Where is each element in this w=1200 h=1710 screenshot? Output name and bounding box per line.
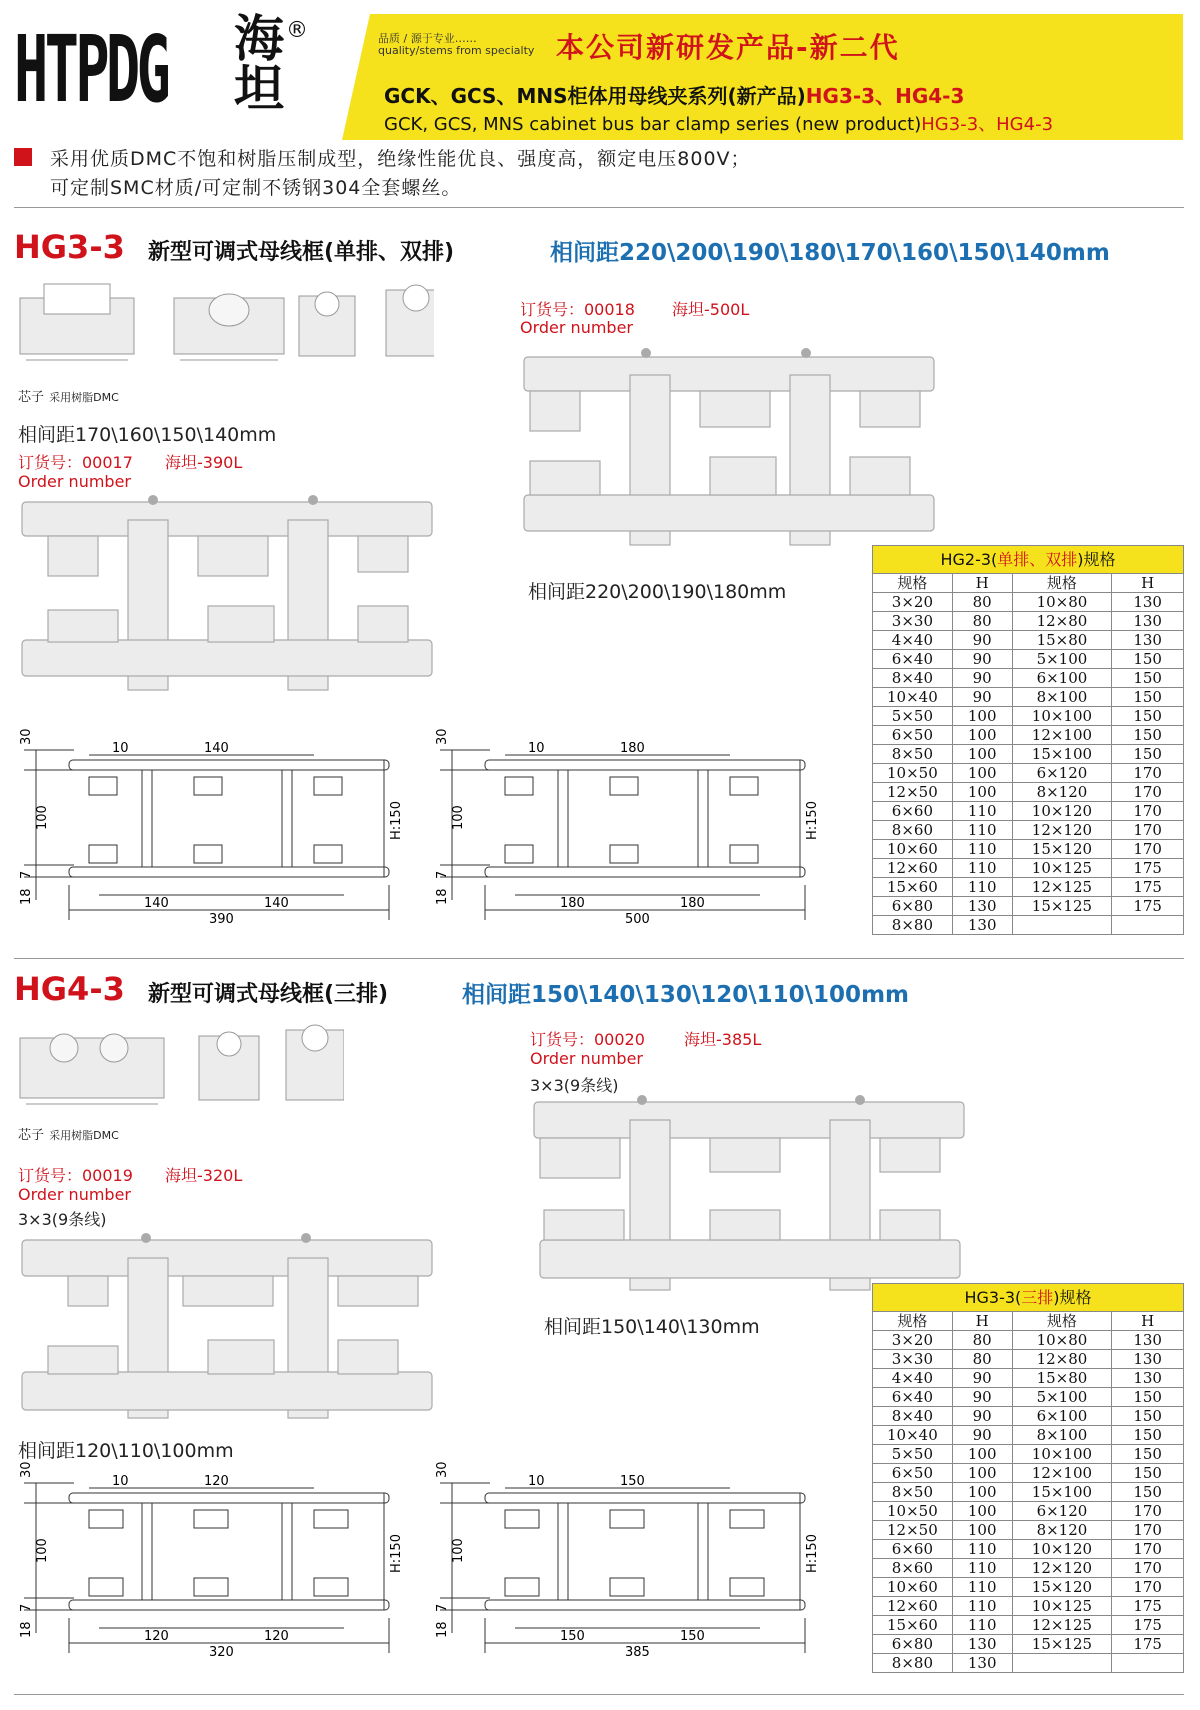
table-cell: 3×20 [873,593,953,612]
table-cell: 12×125 [1012,1616,1112,1635]
dim-18: 18 [19,1621,34,1638]
col-header: 规格 [873,574,953,593]
col-header: H [1112,574,1184,593]
table-cell: 12×100 [1012,1464,1112,1483]
table-cell: 110 [952,1559,1012,1578]
table-cell: 10×120 [1012,1540,1112,1559]
col-header: 规格 [873,1312,953,1331]
table-cell: 12×120 [1012,821,1112,840]
table-row [873,916,1184,935]
table-row [873,1350,1184,1369]
dimension-drawing [14,1458,414,1658]
table-cell: 3×30 [873,612,953,631]
table-cell: 4×40 [873,631,953,650]
table-cell: 90 [952,650,1012,669]
spec-table [872,1283,1184,1673]
dim-total: 385 [625,1645,650,1658]
spacing-label: 相间距120\110\100mm [18,1440,234,1462]
table-cell: 90 [952,631,1012,650]
table-cell: 110 [952,878,1012,897]
section-spacing: 相间距220\200\190\180\170\160\150\140mm [550,240,1110,266]
table-cell: 15×60 [873,1616,953,1635]
dim-30: 30 [19,728,34,745]
table-cell: 6×50 [873,726,953,745]
table-cell: 10×40 [873,688,953,707]
table-cell: 6×100 [1012,669,1112,688]
dim-height: H:150 [805,1534,820,1573]
col-header: 规格 [1012,574,1112,593]
dim-10: 10 [112,741,129,756]
logo-text: HTPDG [14,16,168,123]
slogan-cn: 品质 / 源于专业…… [378,32,477,45]
table-cell: 100 [952,1521,1012,1540]
dim-height: H:150 [389,801,404,840]
table-cell: 170 [1112,1540,1184,1559]
table-cell: 10×100 [1012,1445,1112,1464]
table-cell: 5×100 [1012,1388,1112,1407]
dim-top: 150 [620,1474,645,1489]
table-cell: 8×50 [873,745,953,764]
table-cell: 8×80 [873,916,953,935]
table-body [873,1331,1184,1673]
table-cell: 5×50 [873,1445,953,1464]
page-title: 本公司新研发产品-新二代 [556,31,900,64]
dim-top: 180 [620,741,645,756]
table-cell: 12×50 [873,1521,953,1540]
table-cell: 100 [952,1445,1012,1464]
table-cell: 150 [1112,1407,1184,1426]
table-cell: 6×50 [873,1464,953,1483]
table-cell [1012,916,1112,935]
table-row [873,1388,1184,1407]
col-header: H [1112,1312,1184,1331]
dim-height: H:150 [805,801,820,840]
table-cell: 10×60 [873,1578,953,1597]
dim-30: 30 [435,1461,450,1478]
table-row [873,802,1184,821]
spec-table [872,545,1184,935]
dim-7: 7 [19,1603,34,1612]
table-cell: 8×120 [1012,1521,1112,1540]
dim-30: 30 [435,728,450,745]
section-code: HG4-3 [14,970,125,1008]
col-header: H [952,574,1012,593]
table-cell: 170 [1112,821,1184,840]
table-row [873,1559,1184,1578]
table-row [873,1502,1184,1521]
table-cell: 15×100 [1012,745,1112,764]
table-row [873,1597,1184,1616]
table-cell: 6×80 [873,897,953,916]
table-cell: 100 [952,726,1012,745]
busbar-frame-image [18,490,438,700]
table-cell: 15×125 [1012,1635,1112,1654]
spacing-label: 相间距170\160\150\140mm [18,424,277,446]
col-header: H [952,1312,1012,1331]
table-cell: 150 [1112,650,1184,669]
dim-bottom-2: 180 [680,896,705,911]
spacing-label: 相间距150\140\130mm [544,1316,760,1338]
table-cell [1012,1654,1112,1673]
divider [14,958,1184,959]
dim-total: 320 [209,1645,234,1658]
table-cell: 12×80 [1012,1350,1112,1369]
table-row [873,612,1184,631]
order-number-en: Order number [18,472,131,491]
slogan-en: quality/stems from specialty [378,44,535,57]
table-cell: 12×80 [1012,612,1112,631]
model-name: 海坦-385L [684,1030,762,1049]
table-row [873,821,1184,840]
table-cell: 90 [952,1426,1012,1445]
table-cell: 10×80 [1012,593,1112,612]
table-row [873,878,1184,897]
table-cell: 15×120 [1012,1578,1112,1597]
table-cell: 100 [952,745,1012,764]
table-cell: 80 [952,593,1012,612]
line-count: 3×3(9条线) [530,1076,619,1095]
table-cell: 150 [1112,1445,1184,1464]
busbar-frame-image [18,1228,438,1423]
table-cell: 130 [1112,1369,1184,1388]
table-cell: 130 [952,1635,1012,1654]
model-name: 海坦-390L [165,453,243,472]
table-cell: 100 [952,1464,1012,1483]
table-cell: 5×50 [873,707,953,726]
bullet-square [14,148,32,166]
table-cell: 80 [952,1331,1012,1350]
dim-7: 7 [435,870,450,879]
table-cell: 175 [1112,1635,1184,1654]
table-row [873,1616,1184,1635]
table-cell: 6×100 [1012,1407,1112,1426]
table-cell: 6×40 [873,1388,953,1407]
table-cell: 3×20 [873,1331,953,1350]
table-row [873,1540,1184,1559]
table-cell: 10×125 [1012,1597,1112,1616]
table-body [873,593,1184,935]
dim-10: 10 [528,741,545,756]
table-cell: 4×40 [873,1369,953,1388]
table-row [873,688,1184,707]
dimension-drawing [430,725,830,925]
table-cell: 10×125 [1012,859,1112,878]
dim-100: 100 [451,805,466,830]
table-row [873,593,1184,612]
dim-bottom-2: 140 [264,896,289,911]
table-cell: 175 [1112,859,1184,878]
table-cell: 170 [1112,1502,1184,1521]
table-cell: 175 [1112,1616,1184,1635]
table-cell: 10×60 [873,840,953,859]
table-cell: 130 [952,897,1012,916]
table-cell: 110 [952,840,1012,859]
dim-bottom-2: 120 [264,1629,289,1644]
dim-30: 30 [19,1461,34,1478]
table-cell: 6×80 [873,1635,953,1654]
logo-chinese: 海坦 [226,12,284,112]
table-cell: 6×120 [1012,764,1112,783]
table-row [873,650,1184,669]
dim-bottom-1: 150 [560,1629,585,1644]
section-code: HG3-3 [14,228,125,266]
table-cell: 150 [1112,745,1184,764]
busbar-frame-image [520,335,940,555]
spacing-label: 相间距220\200\190\180mm [528,581,787,603]
dim-100: 100 [451,1538,466,1563]
table-cell: 12×100 [1012,726,1112,745]
table-cell: 10×120 [1012,802,1112,821]
dim-total: 390 [209,912,234,925]
table-row [873,764,1184,783]
dim-bottom-2: 150 [680,1629,705,1644]
table-cell: 90 [952,669,1012,688]
registered-mark: ® [286,18,308,43]
table-cell: 110 [952,821,1012,840]
table-cell: 15×80 [1012,631,1112,650]
dim-top: 140 [204,741,229,756]
table-cell: 90 [952,1388,1012,1407]
table-cell: 6×120 [1012,1502,1112,1521]
table-cell: 150 [1112,707,1184,726]
table-row [873,631,1184,650]
table-cell: 150 [1112,669,1184,688]
section-spacing: 相间距150\140\130\120\110\100mm [462,982,909,1008]
table-row [873,1635,1184,1654]
table-cell: 10×80 [1012,1331,1112,1350]
table-row [873,1654,1184,1673]
table-cell: 8×40 [873,1407,953,1426]
subtitle-cn: GCK、GCS、MNS柜体用母线夹系列(新产品)HG3-3、HG4-3 [384,84,965,108]
table-row [873,1331,1184,1350]
table-row [873,783,1184,802]
order-number: 订货号：00017 [18,453,133,472]
table-cell: 175 [1112,878,1184,897]
table-cell: 10×50 [873,764,953,783]
divider [14,207,1184,208]
table-cell: 130 [1112,612,1184,631]
table-cell: 90 [952,1407,1012,1426]
dim-top: 120 [204,1474,229,1489]
table-cell: 12×120 [1012,1559,1112,1578]
core-caption: 芯子 采用树脂DMC [18,390,119,405]
dim-18: 18 [435,888,450,905]
table-cell: 12×60 [873,859,953,878]
table-cell: 12×50 [873,783,953,802]
table-cell: 150 [1112,1483,1184,1502]
model-name: 海坦-500L [672,300,750,319]
feature-line-1: 采用优质DMC不饱和树脂压制成型，绝缘性能优良、强度高，额定电压800V； [50,148,751,170]
core-pieces-image [14,280,434,375]
table-cell: 170 [1112,1521,1184,1540]
table-cell: 110 [952,1597,1012,1616]
busbar-frame-image [530,1090,970,1295]
table-row [873,707,1184,726]
table-cell: 100 [952,764,1012,783]
table-title: HG3-3(三排)规格 [873,1284,1184,1312]
table-row [873,1483,1184,1502]
table-row [873,859,1184,878]
table-cell: 170 [1112,783,1184,802]
dim-7: 7 [19,870,34,879]
col-header: 规格 [1012,1312,1112,1331]
table-title: HG2-3(单排、双排)规格 [873,546,1184,574]
table-cell: 80 [952,612,1012,631]
table-cell: 100 [952,707,1012,726]
table-cell: 150 [1112,726,1184,745]
table-row [873,897,1184,916]
dim-100: 100 [35,1538,50,1563]
table-row [873,745,1184,764]
table-row [873,840,1184,859]
dim-18: 18 [19,888,34,905]
table-cell: 8×100 [1012,688,1112,707]
model-name: 海坦-320L [165,1166,243,1185]
table-cell: 100 [952,1483,1012,1502]
table-cell: 6×60 [873,802,953,821]
table-cell: 15×120 [1012,840,1112,859]
order-number-en: Order number [18,1185,131,1204]
dim-bottom-1: 180 [560,896,585,911]
table-row [873,1369,1184,1388]
table-row [873,1521,1184,1540]
subtitle-en: GCK, GCS, MNS cabinet bus bar clamp series (new product)HG3-3、HG4-3 [384,114,1054,135]
table-cell: 130 [952,916,1012,935]
dim-10: 10 [528,1474,545,1489]
table-cell [1112,916,1184,935]
table-cell: 15×80 [1012,1369,1112,1388]
dimension-drawing [430,1458,830,1658]
table-cell: 8×60 [873,821,953,840]
table-cell: 110 [952,859,1012,878]
table-row [873,1464,1184,1483]
table-cell: 130 [1112,1331,1184,1350]
dim-bottom-1: 120 [144,1629,169,1644]
table-cell: 6×60 [873,1540,953,1559]
table-cell [1112,1654,1184,1673]
table-cell: 150 [1112,1388,1184,1407]
table-cell: 15×60 [873,878,953,897]
order-number: 订货号：00018 [520,300,635,319]
table-cell: 10×40 [873,1426,953,1445]
table-cell: 170 [1112,1559,1184,1578]
table-cell: 130 [952,1654,1012,1673]
dim-10: 10 [112,1474,129,1489]
table-row [873,1578,1184,1597]
table-cell: 12×125 [1012,878,1112,897]
table-cell: 12×60 [873,1597,953,1616]
order-number-en: Order number [530,1049,643,1068]
section-name: 新型可调式母线框(三排) [148,982,389,1007]
table-cell: 5×100 [1012,650,1112,669]
table-cell: 175 [1112,1597,1184,1616]
dimension-drawing [14,725,414,925]
table-row [873,1407,1184,1426]
table-cell: 150 [1112,1464,1184,1483]
table-cell: 170 [1112,802,1184,821]
divider [14,1694,1184,1695]
order-number: 订货号：00019 [18,1166,133,1185]
table-row [873,726,1184,745]
table-cell: 110 [952,1540,1012,1559]
dim-7: 7 [435,1603,450,1612]
table-row [873,1445,1184,1464]
table-cell: 8×100 [1012,1426,1112,1445]
table-cell: 150 [1112,1426,1184,1445]
table-cell: 110 [952,1578,1012,1597]
feature-line-2: 可定制SMC材质/可定制不锈钢304全套螺丝。 [50,177,462,199]
core-caption: 芯子 采用树脂DMC [18,1128,119,1143]
table-row [873,1426,1184,1445]
table-row [873,669,1184,688]
table-cell: 130 [1112,631,1184,650]
order-number-en: Order number [520,318,633,337]
dim-bottom-1: 140 [144,896,169,911]
table-cell: 170 [1112,1578,1184,1597]
table-cell: 130 [1112,1350,1184,1369]
table-cell: 8×40 [873,669,953,688]
table-cell: 175 [1112,897,1184,916]
line-count: 3×3(9条线) [18,1210,107,1229]
table-cell: 10×100 [1012,707,1112,726]
table-cell: 8×50 [873,1483,953,1502]
table-cell: 110 [952,1616,1012,1635]
table-cell: 90 [952,688,1012,707]
table-cell: 3×30 [873,1350,953,1369]
table-cell: 170 [1112,764,1184,783]
table-cell: 130 [1112,593,1184,612]
table-cell: 150 [1112,688,1184,707]
table-cell: 100 [952,1502,1012,1521]
table-cell: 80 [952,1350,1012,1369]
dim-height: H:150 [389,1534,404,1573]
dim-total: 500 [625,912,650,925]
table-cell: 110 [952,802,1012,821]
table-cell: 8×60 [873,1559,953,1578]
table-cell: 6×40 [873,650,953,669]
dim-100: 100 [35,805,50,830]
order-number: 订货号：00020 [530,1030,645,1049]
core-pieces-image [14,1020,344,1115]
dim-18: 18 [435,1621,450,1638]
section-name: 新型可调式母线框(单排、双排) [148,240,455,265]
table-cell: 8×80 [873,1654,953,1673]
table-cell: 170 [1112,840,1184,859]
table-cell: 15×125 [1012,897,1112,916]
table-cell: 8×120 [1012,783,1112,802]
table-cell: 10×50 [873,1502,953,1521]
table-cell: 15×100 [1012,1483,1112,1502]
table-cell: 100 [952,783,1012,802]
table-cell: 90 [952,1369,1012,1388]
